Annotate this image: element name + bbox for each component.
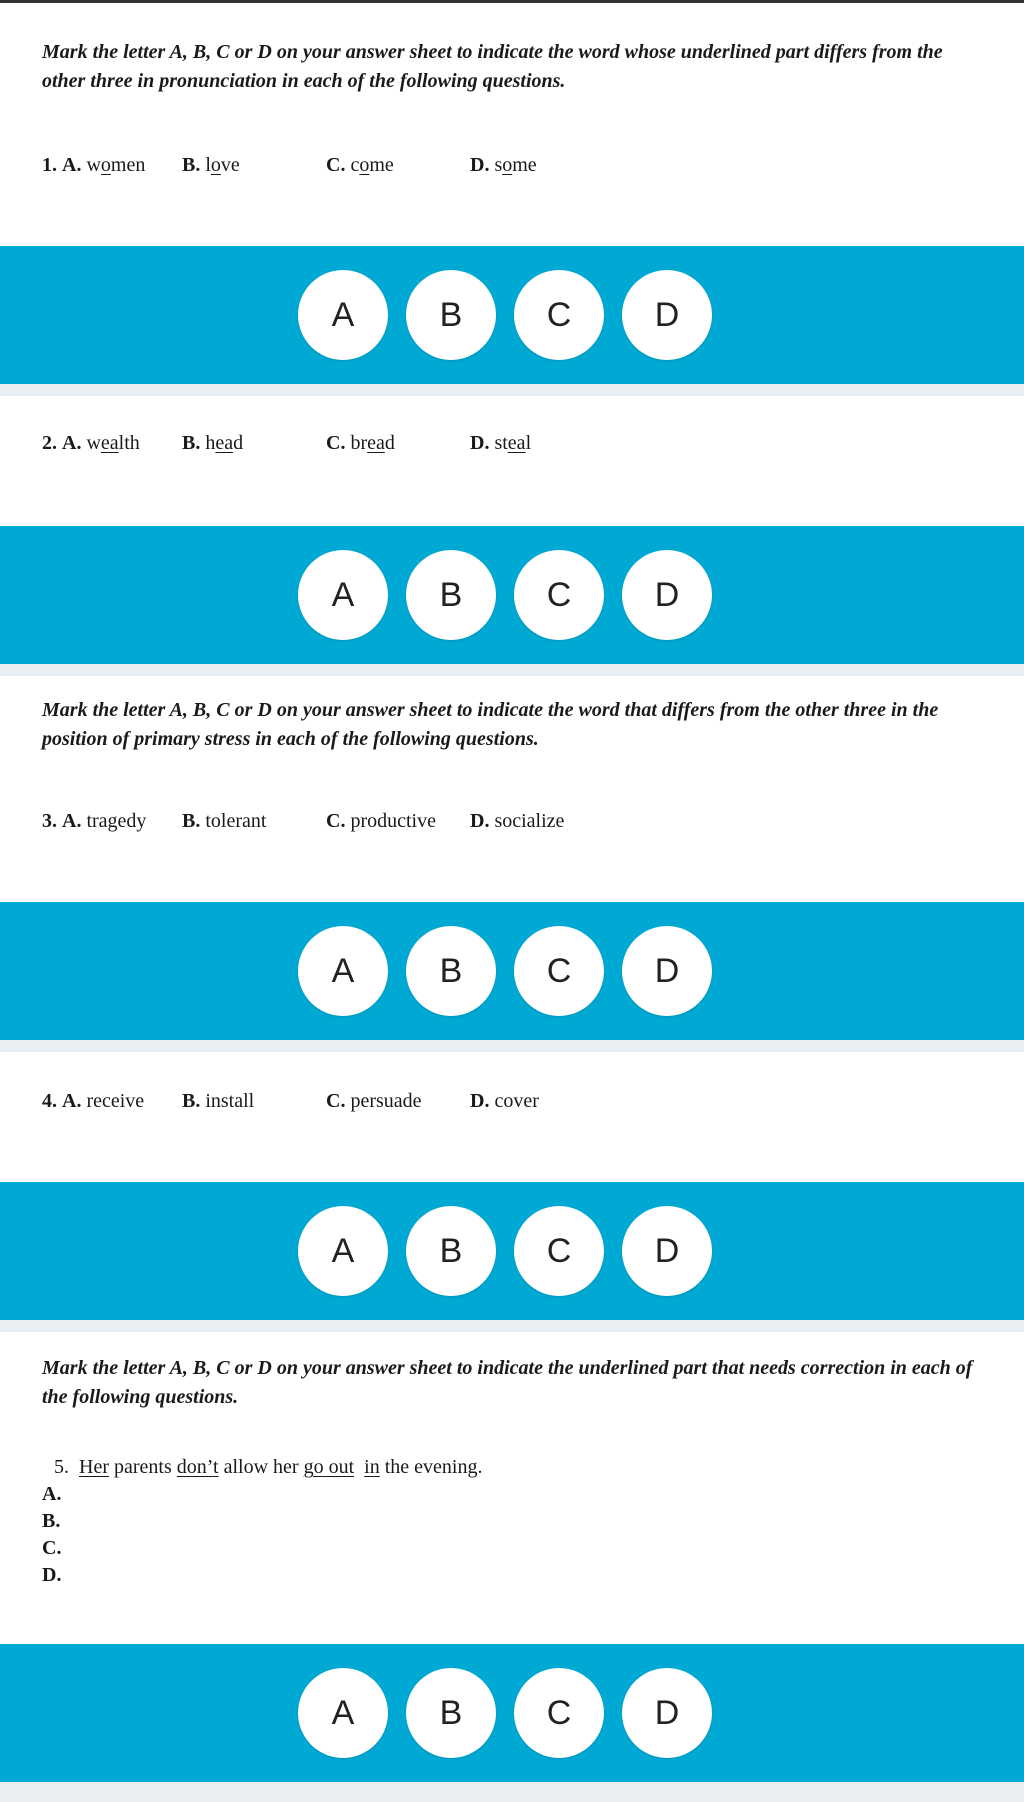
answer-band-4 xyxy=(0,1182,1024,1320)
q2-answer-b-button[interactable]: B xyxy=(406,550,496,640)
question-5 xyxy=(42,1454,742,1594)
q3-answer-a-button[interactable]: A xyxy=(298,926,388,1016)
q3-answer-d-button[interactable]: D xyxy=(622,926,712,1016)
q4-answer-c-button[interactable]: C xyxy=(514,1206,604,1296)
separator xyxy=(0,384,1024,396)
answer-band-5 xyxy=(0,1644,1024,1782)
separator xyxy=(0,1782,1024,1802)
instruction-correction: Mark the letter A, B, C or D on your answer sheet to indicate the underlined part that needs correction in each of the following questions. xyxy=(42,1357,973,1408)
answer-band-3 xyxy=(0,902,1024,1040)
q5-answer-c-button[interactable]: C xyxy=(514,1668,604,1758)
q4-answer-a-button[interactable]: A xyxy=(298,1206,388,1296)
q1-answer-d-button[interactable]: D xyxy=(622,270,712,360)
answer-band-1 xyxy=(0,246,1024,384)
q5-answer-a-button[interactable]: A xyxy=(298,1668,388,1758)
q4-answer-b-button[interactable]: B xyxy=(406,1206,496,1296)
q3-answer-c-button[interactable]: C xyxy=(514,926,604,1016)
instruction-stress: Mark the letter A, B, C or D on your answer sheet to indicate the word that differs from the other three in the position of primary stress in each of the following questions. xyxy=(42,699,939,750)
q2-answer-c-button[interactable]: C xyxy=(514,550,604,640)
q1-answer-b-button[interactable]: B xyxy=(406,270,496,360)
answer-band-2 xyxy=(0,526,1024,664)
q5-option-d: D. xyxy=(42,1564,62,1586)
q3-answer-b-button[interactable]: B xyxy=(406,926,496,1016)
q2-answer-d-button[interactable]: D xyxy=(622,550,712,640)
q4-answer-d-button[interactable]: D xyxy=(622,1206,712,1296)
q5-answer-d-button[interactable]: D xyxy=(622,1668,712,1758)
q5-option-c: C. xyxy=(42,1537,62,1559)
q5-answer-b-button[interactable]: B xyxy=(406,1668,496,1758)
top-border xyxy=(0,0,1024,3)
question-5-sentence: 5. Her parents don’t allow her go out in the evening. xyxy=(54,1456,483,1478)
q1-answer-c-button[interactable]: C xyxy=(514,270,604,360)
q5-option-a: A. xyxy=(42,1483,62,1505)
instruction-pronunciation: Mark the letter A, B, C or D on your answer sheet to indicate the word whose underlined part differs from the other three in pronunciation in each of the following questions. xyxy=(42,41,943,92)
separator xyxy=(0,1040,1024,1052)
q5-option-b: B. xyxy=(42,1510,61,1532)
q2-answer-a-button[interactable]: A xyxy=(298,550,388,640)
separator xyxy=(0,664,1024,676)
q1-answer-a-button[interactable]: A xyxy=(298,270,388,360)
separator xyxy=(0,1320,1024,1332)
